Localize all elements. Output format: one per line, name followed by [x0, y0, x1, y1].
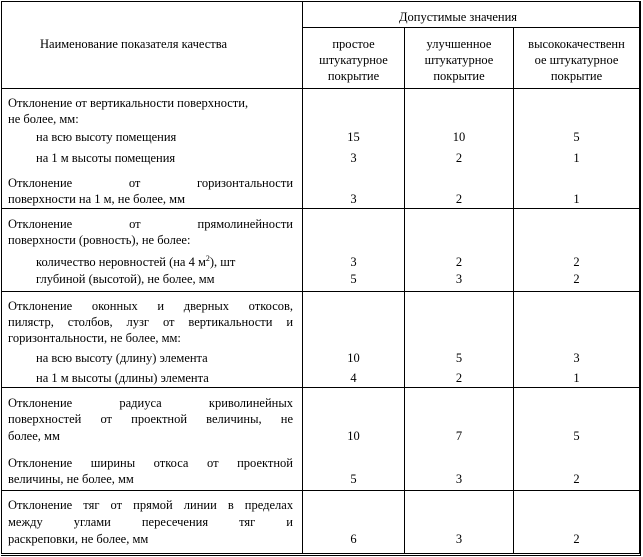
header-col1-line2: штукатурное — [319, 53, 388, 67]
value-cell: 5 — [455, 351, 463, 365]
row-divider — [1, 208, 639, 209]
indicator-sub: на всю высоту (длину) элемента — [36, 351, 208, 365]
row-divider — [1, 387, 639, 388]
value-cell: 7 — [455, 429, 463, 443]
value-cell: 15 — [347, 130, 360, 144]
value-cell: 2 — [573, 272, 580, 286]
value-cell: 10 — [452, 130, 466, 144]
indicator-title: Отклонение ширины откоса от проектной — [8, 456, 293, 470]
row-divider — [1, 291, 639, 292]
value-cell: 2 — [455, 255, 463, 269]
indicator-title: пилястр, столбов, лузг от вертикальности и — [8, 315, 294, 329]
value-cell: 5 — [573, 429, 580, 443]
indicator-sub: глубиной (высотой), не более, мм — [36, 272, 215, 286]
value-cell: 2 — [455, 371, 463, 385]
value-cell: 10 — [347, 429, 360, 443]
value-cell: 10 — [347, 351, 360, 365]
value-cell: 4 — [350, 371, 357, 385]
value-cell: 2 — [455, 151, 463, 165]
row-divider — [1, 490, 639, 491]
value-cell: 6 — [350, 532, 357, 546]
value-cell: 2 — [573, 472, 580, 486]
header-col3-line3: покрытие — [550, 69, 603, 83]
header-col1-line1: простое — [332, 37, 375, 51]
header-subdivider — [302, 27, 639, 28]
row-divider — [1, 88, 639, 89]
value-cell: 2 — [573, 532, 580, 546]
indicator-title: более, мм — [8, 429, 60, 443]
indicator-title: поверхности (ровность), не более: — [8, 233, 191, 247]
indicator-title: раскреповки, не более, мм — [8, 532, 149, 546]
value-cell: 3 — [350, 151, 357, 165]
value-cell: 3 — [455, 272, 463, 286]
header-col2-line3: покрытие — [433, 69, 485, 83]
value-cell: 2 — [455, 192, 463, 206]
value-cell: 1 — [573, 371, 580, 385]
value-cell: 3 — [573, 351, 580, 365]
indicator-title: Отклонение от вертикальности поверхности, — [8, 96, 249, 110]
indicator-title: между углами пересечения тяг и — [8, 515, 293, 529]
table-bottom-shadow — [1, 555, 640, 556]
header-col3-line1: высококачественн — [528, 37, 625, 51]
indicator-sub: на 1 м высоты (длины) элемента — [36, 371, 209, 385]
indicator-title: не более, мм: — [8, 112, 79, 126]
header-allowed-values: Допустимые значения — [399, 10, 518, 24]
header-col3-line2: ое штукатурное — [534, 53, 619, 67]
value-cell: 3 — [455, 472, 463, 486]
value-cell: 5 — [573, 130, 580, 144]
header-col2-line2: штукатурное — [424, 53, 494, 67]
value-cell: 2 — [573, 255, 580, 269]
indicator-title: Отклонение тяг от прямой линии в пределах — [8, 498, 294, 512]
value-cell: 1 — [573, 192, 580, 206]
value-cell: 1 — [573, 151, 580, 165]
header-name-column: Наименование показателя качества — [40, 37, 228, 51]
header-col2-line1: улучшенное — [426, 37, 492, 51]
indicator-sub: на всю высоту помещения — [36, 130, 177, 144]
indicator-sub: на 1 м высоты помещения — [36, 151, 176, 165]
header-col1-line3: покрытие — [327, 69, 380, 83]
value-cell: 3 — [455, 532, 463, 546]
indicator-title: поверхности на 1 м, не более, мм — [8, 192, 186, 206]
indicator-title: горизонтальности, не более, мм: — [8, 331, 181, 345]
indicator-title: Отклонение оконных и дверных откосов, — [8, 299, 294, 313]
value-cell: 5 — [350, 472, 357, 486]
indicator-title: величины, не более, мм — [8, 472, 134, 486]
value-cell: 5 — [350, 272, 357, 286]
value-cell: 3 — [350, 192, 357, 206]
value-cell: 3 — [350, 255, 357, 269]
indicator-sub: количество неровностей (на 4 $м^2$), шт — [36, 253, 236, 269]
indicator-title: Отклонение от прямолинейности — [8, 217, 293, 231]
indicator-title: Отклонение от горизонтальности — [8, 176, 294, 190]
indicator-title: поверхностей от проектной величины, не — [8, 412, 294, 426]
table-right-shadow — [640, 1, 641, 556]
indicator-title: Отклонение радиуса криволинейных — [8, 396, 293, 410]
